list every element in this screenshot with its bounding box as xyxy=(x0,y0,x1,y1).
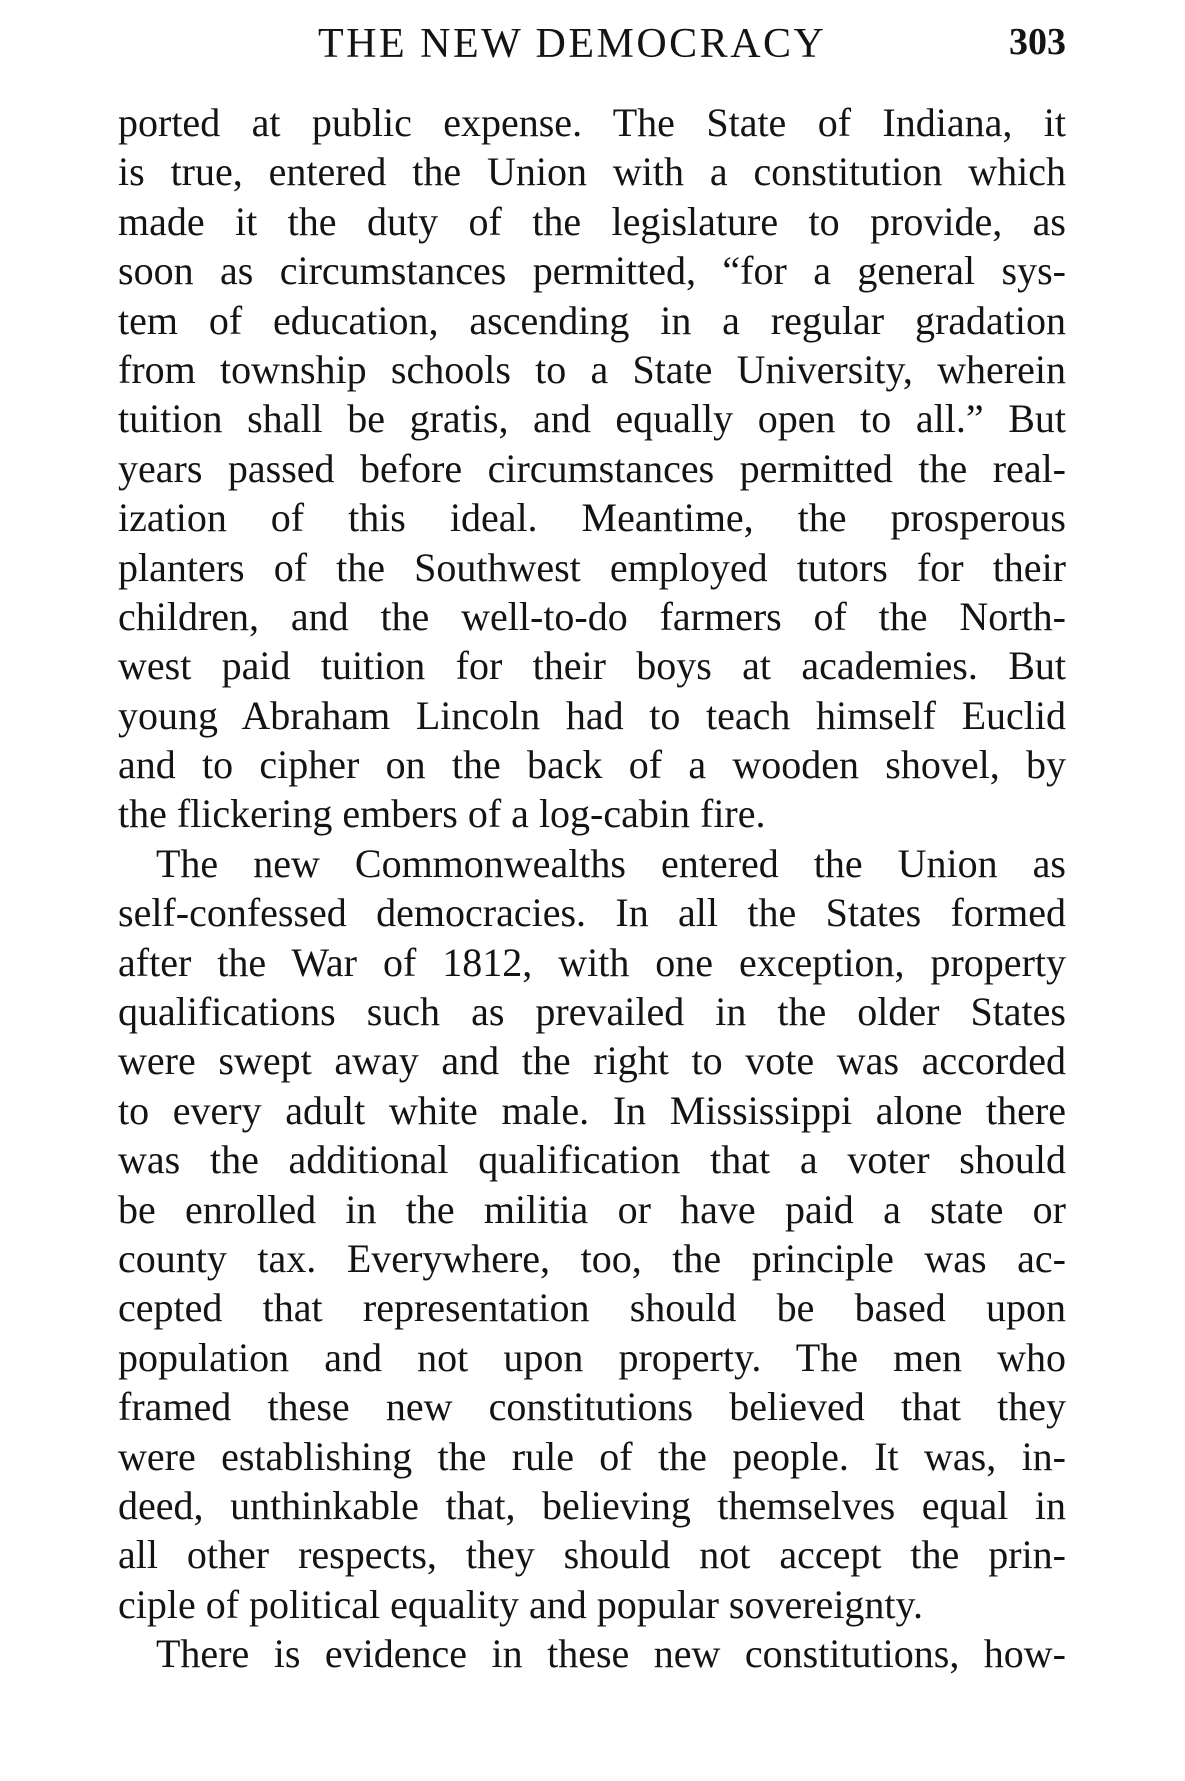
text-line: There is evidence in these new constitutions, how- xyxy=(156,1631,1066,1677)
paragraph xyxy=(118,98,1066,839)
text-line: self-confessed democracies. In all the States formed xyxy=(118,890,1066,936)
text-line: be enrolled in the militia or have paid a state or xyxy=(118,1186,1066,1232)
text-line: all other respects, they should not accept the prin- xyxy=(118,1532,1066,1578)
text-line: The new Commonwealths entered the Union as xyxy=(156,840,1066,886)
text-line: children, and the well-to-do farmers of the North- xyxy=(118,593,1066,639)
text-line: ciple of political equality and popular sovereignty. xyxy=(118,1581,923,1627)
text-line: county tax. Everywhere, too, the principle was ac- xyxy=(118,1235,1066,1281)
body-text xyxy=(118,98,1066,1679)
text-line: years passed before circumstances permitted the real- xyxy=(118,445,1066,491)
text-line: tuition shall be gratis, and equally open to all.” But xyxy=(118,396,1066,442)
text-line: were swept away and the right to vote was accorded xyxy=(118,1038,1066,1084)
text-line: west paid tuition for their boys at academies. But xyxy=(118,643,1066,689)
text-line: after the War of 1812, with one exception, property xyxy=(118,939,1066,985)
paragraph xyxy=(118,1629,1066,1678)
text-line: young Abraham Lincoln had to teach himself Euclid xyxy=(118,692,1066,738)
text-line: to every adult white male. In Mississippi alone there xyxy=(118,1087,1066,1133)
text-line: made it the duty of the legislature to provide, as xyxy=(118,198,1066,244)
text-line: ization of this ideal. Meantime, the prosperous xyxy=(118,495,1066,541)
text-line: was the additional qualification that a voter should xyxy=(118,1137,1066,1183)
text-line: framed these new constitutions believed that they xyxy=(118,1384,1066,1430)
text-line: planters of the Southwest employed tutors for their xyxy=(118,544,1066,590)
paragraph xyxy=(118,839,1066,1629)
text-line: tem of education, ascending in a regular gradation xyxy=(118,297,1066,343)
text-line: the flickering embers of a log-cabin fire. xyxy=(118,791,766,837)
text-line: qualifications such as prevailed in the older States xyxy=(118,989,1066,1035)
text-line: population and not upon property. The men who xyxy=(118,1334,1066,1380)
running-title: THE NEW DEMOCRACY xyxy=(318,21,827,67)
running-head xyxy=(118,16,1066,76)
text-line: deed, unthinkable that, believing themselves equal in xyxy=(118,1482,1066,1528)
text-line: from township schools to a State University, wherein xyxy=(118,346,1066,392)
text-line: is true, entered the Union with a constitution which xyxy=(118,149,1066,195)
text-line: cepted that representation should be based upon xyxy=(118,1285,1066,1331)
text-line: were establishing the rule of the people. It was, in- xyxy=(118,1433,1066,1479)
text-line: ported at public expense. The State of Indiana, it xyxy=(118,100,1066,145)
text-line: soon as circumstances permitted, “for a general sys- xyxy=(118,248,1066,294)
page-number: 303 xyxy=(1009,21,1066,63)
text-line: and to cipher on the back of a wooden shovel, by xyxy=(118,742,1066,788)
